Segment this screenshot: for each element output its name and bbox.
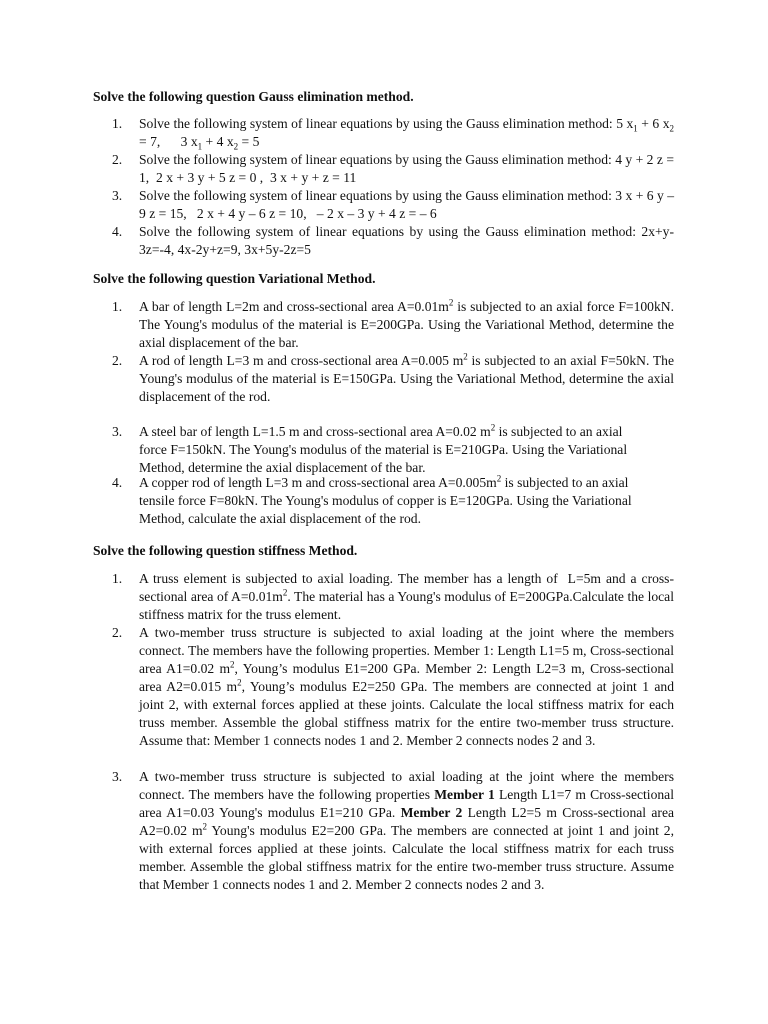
stiffness-question-1 bbox=[112, 570, 674, 624]
stiffness-question-2 bbox=[112, 624, 674, 750]
list-number: 3. bbox=[112, 769, 123, 784]
variational-question-1 bbox=[112, 298, 674, 352]
gauss-question-4 bbox=[112, 223, 674, 259]
question-text: A truss element is subjected to axial loading. The member has a length of L=5m and a cross-sectional area of $A=0.01m^2$. The material has a Young's modulus of E=200GPa.Calculate the local stiffness matrix for the truss element. bbox=[139, 571, 674, 622]
question-text: Solve the following system of linear equations by using the Gauss elimination method: 5 $x_1 + 6$ $x_2 = 7$, 3 $x_1 + 4$ $x_2 = 5$ bbox=[139, 116, 678, 152]
list-number: 4. bbox=[112, 475, 123, 490]
question-text: A two-member truss structure is subjected to axial loading at the joint where the members connect. The members have the following properties. Member 1: Length L1=5 m, Cross-sectional area A1=0.02 $m^2$, Young’s modulus E1=200 GPa. Member 2: Length L2=3 m, Cross-sectional area A2=0.015 $m^2$, Young’s modulus E2=250 GPa. The members are connected at joint 1 and joint 2, with external forces applied at these joints. Calculate the local stiffness matrix for each truss member. Assemble the global stiffness matrix for the entire two-member truss structure. Assume that: Member 1 connects nodes 1 and 2. Member 2 connects nodes 2 and 3. bbox=[139, 625, 674, 748]
variational-question-3 bbox=[112, 423, 652, 477]
question-text: A bar of length L=2m and cross-sectional area $A=0.01m^2$ is subjected to an axial force F=100kN. The Young's modulus of the material is E=200GPa. Using the Variational Method, determine the axial displacement of the bar. bbox=[139, 297, 674, 350]
gauss-question-3 bbox=[112, 187, 678, 223]
variational-question-4 bbox=[112, 474, 652, 528]
question-text: Solve the following system of linear equations by using the Gauss elimination method: 4 y + 2 z = 1, 2 x + 3 y + 5 z = 0 , 3 x + y + z = 11 bbox=[139, 152, 678, 185]
list-number: 4. bbox=[112, 224, 123, 239]
section-heading-stiffness: Solve the following question stiffness Method. bbox=[93, 543, 358, 558]
list-number: 3. bbox=[112, 188, 123, 203]
list-number: 1. bbox=[112, 299, 123, 314]
stiffness-question-3 bbox=[112, 768, 674, 894]
question-text: A rod of length L=3 m and cross-sectional area A=0.005 $m^2$ is subjected to an axial F=50kN. The Young's modulus of the material is E=150GPa. Using the Variational Method, determine the axial displacement of the rod. bbox=[139, 351, 674, 404]
question-text: Solve the following system of linear equations by using the Gauss elimination method: 3 x + 6 y – 9 z = 15, 2 x + 4 y – 6 z = 10, – 2 x – 3 y + 4 z = – 6 bbox=[139, 188, 678, 221]
list-number: 1. bbox=[112, 116, 123, 131]
gauss-question-1 bbox=[112, 115, 678, 152]
question-text: Solve the following system of linear equations by using the Gauss elimination method: 2x+y-3z=-4, 4x-2y+z=9, 3x+5y-2z=5 bbox=[139, 224, 674, 257]
question-text: A steel bar of length L=1.5 m and cross-sectional area A=0.02 $m^2$ is subjected to an axial force F=150kN. The Young's modulus of the material is E=210GPa. Using the Variational Method, determine the axial displacement of the bar. bbox=[139, 422, 628, 475]
list-number: 2. bbox=[112, 353, 123, 368]
section-heading-variational: Solve the following question Variational Method. bbox=[93, 271, 376, 286]
list-number: 1. bbox=[112, 571, 123, 586]
list-number: 3. bbox=[112, 424, 123, 439]
gauss-question-2 bbox=[112, 151, 678, 187]
list-number: 2. bbox=[112, 152, 123, 167]
list-number: 2. bbox=[112, 625, 123, 640]
variational-question-2 bbox=[112, 352, 674, 406]
section-heading-gauss: Solve the following question Gauss elimination method. bbox=[93, 89, 414, 104]
question-text: A two-member truss structure is subjected to axial loading at the joint where the members connect. The members have the following properties Member 1 Length L1=7 m Cross-sectional area A1=0.03 Young's modulus E1=210 GPa. Member 2 Length L2=5 m Cross-sectional area A2=0.02 $m^2$ Young's modulus E2=200 GPa. The members are connected at joint 1 and joint 2, with external forces applied at these joints. Calculate the local stiffness matrix for each truss member. Assemble the global stiffness matrix for the entire two-member truss structure. Assume that Member 1 connects nodes 1 and 2. Member 2 connects nodes 2 and 3. bbox=[139, 769, 675, 892]
question-text: A copper rod of length L=3 m and cross-sectional area $A=0.005m^2$ is subjected to an axial tensile force F=80kN. The Young's modulus of copper is E=120GPa. Using the Variational Method, calculate the axial displacement of the rod. bbox=[139, 473, 632, 526]
